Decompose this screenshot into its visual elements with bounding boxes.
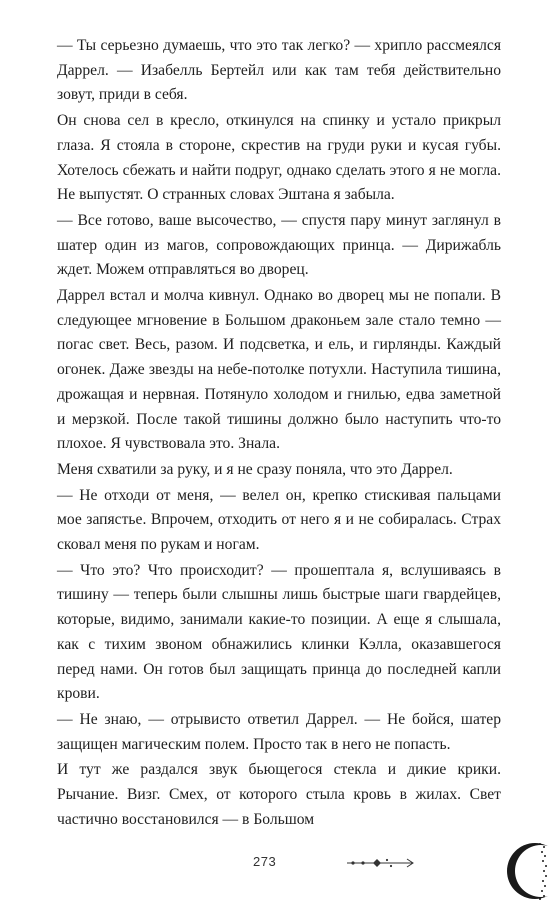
page-text — [57, 34, 501, 834]
paragraph: — Ты серьезно думаешь, что это так легко? — хрипло рассмеялся Даррел. — Изабелль Бертейл или как там тебя действительно зовут, приди в себя. — [57, 37, 501, 104]
paragraph: И тут же раздался звук бьющегося стекла и дикие крики. Рычание. Визг. Смех, от которого стыла кровь в жилах. Свет частично восстановился — в Большом — [57, 761, 501, 828]
page-number: 273 — [253, 854, 277, 869]
arrow-ornament-icon — [345, 856, 415, 870]
paragraph: — Что это? Что происходит? — прошептала я, вслушиваясь в тишину — теперь были слышны лишь быстрые шаги гвардейцев, которые, видимо, занимали какие-то позиции. А еще я слышала, как с тихим звоном обнажились клинки Кэлла, оказавшегося перед нами. Он готов был защищать принца до последней капли крови. — [57, 561, 501, 703]
crescent-moon-icon — [507, 838, 549, 904]
paragraph: — Все готово, ваше высочество, — спустя пару минут заглянул в шатер один из магов, сопровождающих принца. — Дирижабль ждет. Можем отправляться во дворец. — [57, 211, 501, 279]
paragraph: — Не знаю, — отрывисто ответил Даррел. — Не бойся, шатер защищен магическим полем. Просто так в него не попасть. — [57, 710, 501, 753]
paragraph: Меня схватили за руку, и я не сразу поняла, что это Даррел. — [57, 460, 453, 478]
paragraph: Он снова сел в кресло, откинулся на спинку и устало прикрыл глаза. Я стояла в стороне, скрестив на груди руки и кусая губы. Хотелось сбежать и найти подруг, однако сделать этого я не могла. Не выпустят. О странных словах Эштана я забыла. — [57, 112, 501, 204]
paragraph: Даррел встал и молча кивнул. Однако во дворец мы не попали. В следующее мгновение в Большом драконьем зале стало темно — погас свет. Весь, разом. И подсветка, и ель, и гирлянды. Каждый огонек. Даже звезды на небе-потолке потухли. Наступила тишина, дрожащая и нервная. Потянуло холодом и гнилью, едва заметной и мерзкой. После такой тишины должно было наступить что-то плохое. Я чувствовала это. Знала. — [57, 287, 501, 453]
paragraph: — Не отходи от меня, — велел он, крепко стискивая пальцами мое запястье. Впрочем, отходить от него я и не собиралась. Страх сковал меня по рукам и ногам. — [57, 486, 501, 554]
